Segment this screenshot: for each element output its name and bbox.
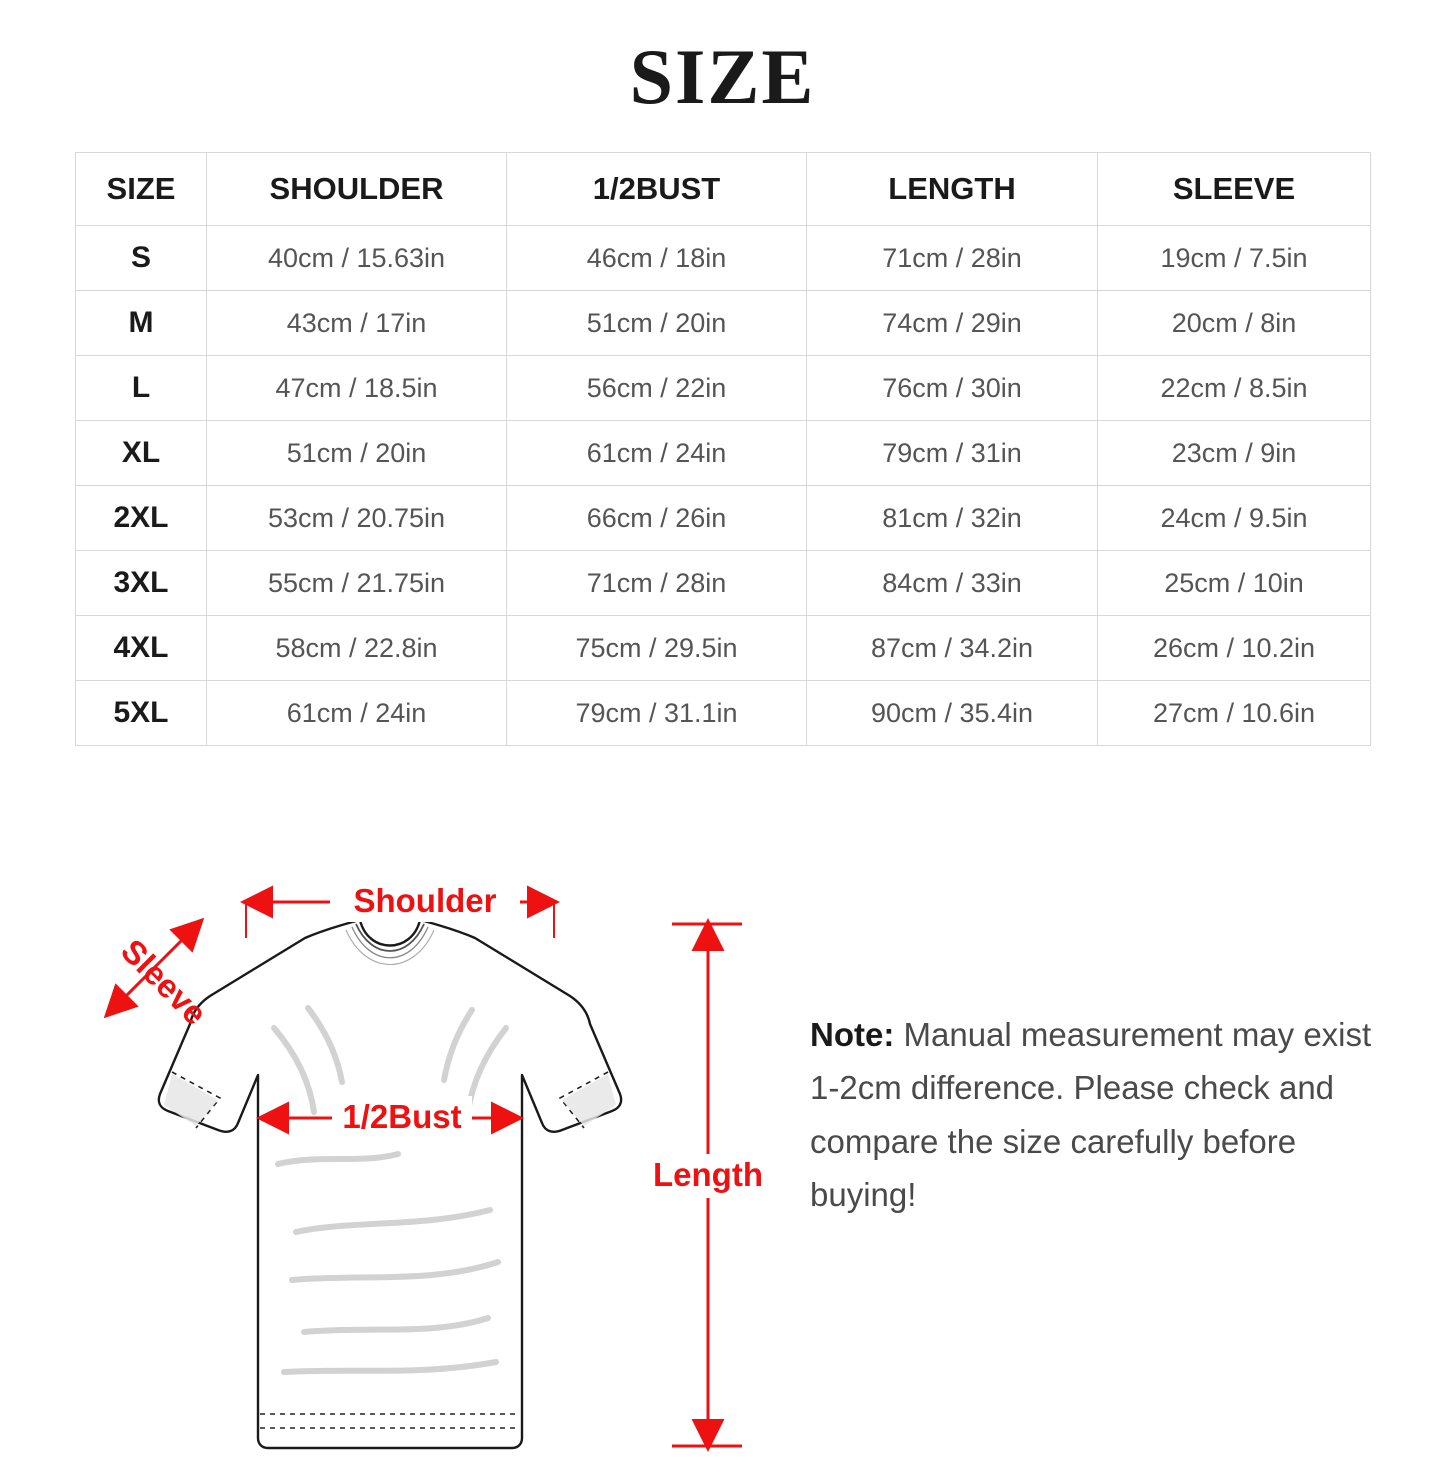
bust-label: 1/2Bust — [342, 1098, 462, 1135]
sleeve-label: Sleeve — [114, 931, 215, 1032]
note-body: Manual measurement may exist 1-2cm difference. Please check and compare the size carefully before buying! — [810, 1016, 1372, 1214]
table-row — [76, 356, 1371, 421]
cell-bust: 75cm / 29.5in — [507, 616, 807, 681]
cell-length: 87cm / 34.2in — [807, 616, 1098, 681]
cell-sleeve: 19cm / 7.5in — [1098, 226, 1371, 291]
cell-length: 74cm / 29in — [807, 291, 1098, 356]
cell-sleeve: 24cm / 9.5in — [1098, 486, 1371, 551]
cell-size: S — [76, 226, 207, 291]
cell-size: 2XL — [76, 486, 207, 551]
cell-shoulder: 47cm / 18.5in — [207, 356, 507, 421]
cell-size: L — [76, 356, 207, 421]
cell-size: M — [76, 291, 207, 356]
cell-shoulder: 53cm / 20.75in — [207, 486, 507, 551]
cell-sleeve: 27cm / 10.6in — [1098, 681, 1371, 746]
cell-shoulder: 61cm / 24in — [207, 681, 507, 746]
cell-length: 81cm / 32in — [807, 486, 1098, 551]
size-table-container — [75, 152, 1370, 746]
cell-bust: 46cm / 18in — [507, 226, 807, 291]
measurement-diagram-area — [0, 808, 1445, 1483]
cell-sleeve: 25cm / 10in — [1098, 551, 1371, 616]
table-row — [76, 291, 1371, 356]
shoulder-label: Shoulder — [353, 882, 497, 919]
column-header-shoulder: SHOULDER — [207, 153, 507, 226]
table-header — [76, 153, 1371, 226]
cell-size: 4XL — [76, 616, 207, 681]
cell-length: 71cm / 28in — [807, 226, 1098, 291]
cell-sleeve: 26cm / 10.2in — [1098, 616, 1371, 681]
note-prefix: Note: — [810, 1016, 895, 1053]
cell-shoulder: 55cm / 21.75in — [207, 551, 507, 616]
column-header-size: SIZE — [76, 153, 207, 226]
cell-size: XL — [76, 421, 207, 486]
length-measure-line — [653, 924, 763, 1446]
page-title: SIZE — [629, 33, 816, 120]
cell-bust: 51cm / 20in — [507, 291, 807, 356]
cell-bust: 66cm / 26in — [507, 486, 807, 551]
cell-length: 90cm / 35.4in — [807, 681, 1098, 746]
cell-bust: 71cm / 28in — [507, 551, 807, 616]
tshirt-measurement-diagram — [60, 828, 800, 1468]
table-header-row — [76, 153, 1371, 226]
cell-sleeve: 23cm / 9in — [1098, 421, 1371, 486]
table-row — [76, 421, 1371, 486]
table-row — [76, 616, 1371, 681]
table-row — [76, 551, 1371, 616]
table-row — [76, 226, 1371, 291]
cell-length: 79cm / 31in — [807, 421, 1098, 486]
length-label: Length — [653, 1156, 763, 1193]
cell-size: 5XL — [76, 681, 207, 746]
table-body — [76, 226, 1371, 746]
column-header-length: LENGTH — [807, 153, 1098, 226]
table-row — [76, 486, 1371, 551]
cell-bust: 56cm / 22in — [507, 356, 807, 421]
cell-sleeve: 22cm / 8.5in — [1098, 356, 1371, 421]
cell-length: 76cm / 30in — [807, 356, 1098, 421]
cell-bust: 61cm / 24in — [507, 421, 807, 486]
cell-size: 3XL — [76, 551, 207, 616]
cell-shoulder: 40cm / 15.63in — [207, 226, 507, 291]
cell-shoulder: 51cm / 20in — [207, 421, 507, 486]
cell-shoulder: 43cm / 17in — [207, 291, 507, 356]
sleeve-measure-line — [108, 922, 214, 1032]
cell-shoulder: 58cm / 22.8in — [207, 616, 507, 681]
table-row — [76, 681, 1371, 746]
cell-bust: 79cm / 31.1in — [507, 681, 807, 746]
column-header-sleeve: SLEEVE — [1098, 153, 1371, 226]
cell-length: 84cm / 33in — [807, 551, 1098, 616]
size-chart-table — [75, 152, 1371, 746]
note-text-block — [810, 1008, 1380, 1222]
cell-sleeve: 20cm / 8in — [1098, 291, 1371, 356]
column-header-bust: 1/2BUST — [507, 153, 807, 226]
shoulder-measure-line — [246, 880, 554, 938]
